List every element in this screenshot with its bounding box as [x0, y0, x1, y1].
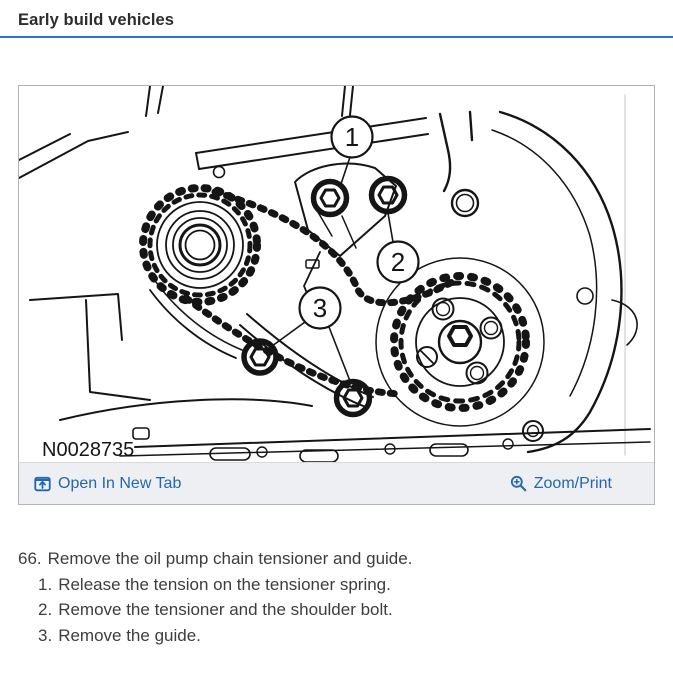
procedure-instructions [18, 546, 638, 648]
figure-reference-label: N0028735 [42, 439, 135, 461]
oil-pan-bottom [60, 399, 650, 462]
substep-2-number: 2. [38, 600, 53, 619]
substep-1-text: Release the tension on the tensioner spring. [58, 574, 391, 594]
page-title: Early build vehicles [18, 11, 175, 29]
step-text: Remove the oil pump chain tensioner and guide. [47, 549, 413, 568]
zoom-print-link[interactable] [510, 475, 612, 493]
substep-2-text: Remove the tensioner and the shoulder bolt. [58, 600, 393, 619]
accent-divider [0, 36, 673, 38]
engine-diagram-image [19, 86, 654, 462]
figure-card [18, 85, 655, 505]
open-in-new-tab-link[interactable] [34, 475, 181, 493]
substep-1-number: 1. [38, 574, 53, 594]
substep-1 [38, 572, 638, 598]
substep-2 [38, 597, 638, 623]
callout-3-number: 3 [312, 293, 328, 323]
substep-3-text: Remove the guide. [58, 625, 201, 645]
left-sprocket [143, 188, 257, 302]
callout-1-number: 1 [344, 122, 360, 152]
substep-3-number: 3. [38, 625, 53, 645]
open-in-new-tab-icon [34, 475, 51, 492]
zoom-in-icon [510, 475, 527, 492]
tensioner-bolt [314, 182, 347, 215]
zoom-print-label: Zoom/Print [533, 474, 612, 492]
callout-2-number: 2 [390, 247, 406, 277]
callout-3 [268, 288, 350, 382]
substep-3 [38, 623, 638, 649]
engine-casing-right [376, 112, 637, 452]
figure-toolbar [19, 462, 654, 504]
step-number: 66. [18, 549, 42, 568]
open-in-new-tab-label: Open In New Tab [58, 474, 182, 492]
step-66 [18, 546, 638, 572]
mounting-bracket [196, 86, 428, 178]
